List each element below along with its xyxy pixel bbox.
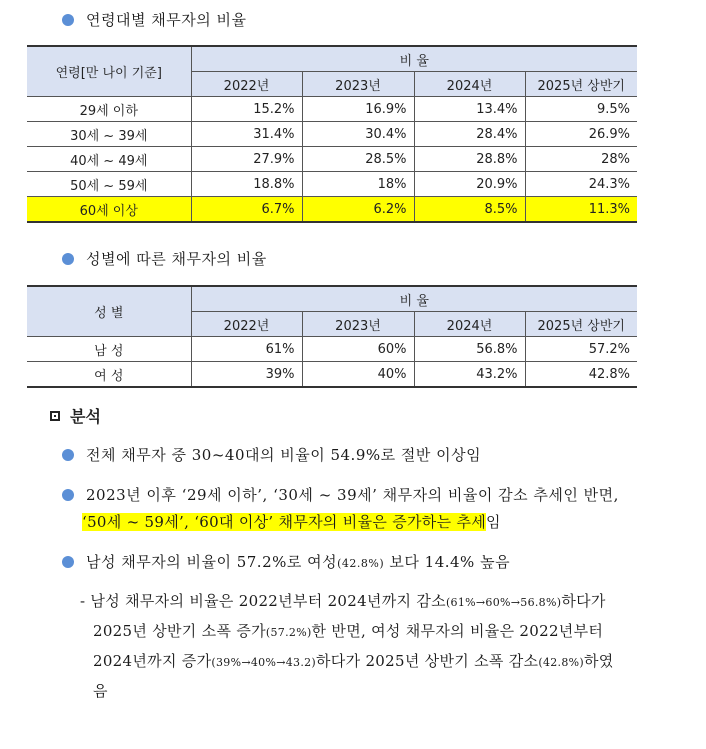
- blue-dot-icon: [62, 449, 74, 461]
- blue-dot-icon: [62, 253, 74, 265]
- gender-ratio-table: [27, 285, 637, 388]
- cell-value: 39%: [191, 362, 302, 388]
- table-row: [27, 122, 637, 147]
- blue-dot-icon: [62, 556, 74, 568]
- sub-line-2: 2025년 상반기 소폭 증가(57.2%)한 반면, 여성 채무자의 비율은 2022년부터: [93, 622, 604, 640]
- cell-value: 43.2%: [414, 362, 525, 388]
- age-section-title-text: 연령대별 채무자의 비율: [86, 11, 247, 29]
- sub-line-1: - 남성 채무자의 비율은 2022년부터 2024년까지 감소(61%→60%→56.8%)하다가: [80, 592, 606, 610]
- gender-corner-header: 성 별: [27, 286, 191, 337]
- sub-line-4: 음: [93, 682, 108, 700]
- cell-value: 31.4%: [191, 122, 302, 147]
- cell-value: 15.2%: [191, 97, 302, 122]
- gender-year-header: 2022년: [191, 312, 302, 337]
- analysis-bullet-1-text: 전체 채무자 중 30~40대의 비율이 54.9%로 절반 이상임: [86, 446, 482, 464]
- analysis-bullet-2: [62, 484, 619, 505]
- cell-value: 56.8%: [414, 337, 525, 362]
- row-label: 30세 ~ 39세: [27, 122, 191, 147]
- table-row: [27, 97, 637, 122]
- table-row: [27, 337, 637, 362]
- cell-value: 30.4%: [302, 122, 414, 147]
- gender-section-title: [62, 248, 267, 269]
- gender-year-header: 2023년: [302, 312, 414, 337]
- age-corner-header: 연령[만 나이 기준]: [27, 46, 191, 97]
- cell-value: 18%: [302, 172, 414, 197]
- analysis-heading: [50, 404, 101, 427]
- gender-year-header: 2024년: [414, 312, 525, 337]
- age-year-header: 2025년 상반기: [525, 72, 637, 97]
- blue-dot-icon: [62, 14, 74, 26]
- row-label: 60세 이상: [27, 197, 191, 223]
- table-row: [27, 362, 637, 388]
- analysis-heading-text: 분석: [70, 407, 101, 426]
- plain-text: 임: [486, 513, 501, 531]
- cell-value: 26.9%: [525, 122, 637, 147]
- cell-value: 28%: [525, 147, 637, 172]
- cell-value: 40%: [302, 362, 414, 388]
- cell-value: 18.8%: [191, 172, 302, 197]
- age-group-header: 비 율: [191, 46, 637, 72]
- cell-value: 28.4%: [414, 122, 525, 147]
- sub-line-3: 2024년까지 증가(39%→40%→43.2)하다가 2025년 상반기 소폭 감소(42.8%)하였: [93, 652, 614, 670]
- cell-value: 8.5%: [414, 197, 525, 223]
- cell-value: 9.5%: [525, 97, 637, 122]
- analysis-bullet-1: [62, 444, 481, 465]
- cell-value: 24.3%: [525, 172, 637, 197]
- age-section-title: [62, 9, 246, 30]
- square-bullet-icon: [50, 411, 60, 421]
- analysis-bullet-2-line-2: [82, 508, 501, 537]
- analysis-bullet-3-text: 남성 채무자의 비율이 57.2%로 여성(42.8%) 보다 14.4% 높음: [86, 553, 511, 571]
- table-row: [27, 147, 637, 172]
- cell-value: 16.9%: [302, 97, 414, 122]
- cell-value: 61%: [191, 337, 302, 362]
- row-label: 29세 이하: [27, 97, 191, 122]
- row-label: 여 성: [27, 362, 191, 388]
- cell-value: 6.2%: [302, 197, 414, 223]
- gender-section-title-text: 성별에 따른 채무자의 비율: [86, 250, 267, 268]
- blue-dot-icon: [62, 489, 74, 501]
- age-year-header: 2024년: [414, 72, 525, 97]
- analysis-bullet-2-line-1: 2023년 이후 ‘29세 이하’, ‘30세 ~ 39세’ 채무자의 비율이 감소 추세인 반면,: [86, 486, 619, 504]
- table-row: [27, 172, 637, 197]
- cell-value: 60%: [302, 337, 414, 362]
- cell-value: 42.8%: [525, 362, 637, 388]
- gender-year-header: 2025년 상반기: [525, 312, 637, 337]
- row-label: 50세 ~ 59세: [27, 172, 191, 197]
- cell-value: 28.8%: [414, 147, 525, 172]
- cell-value: 28.5%: [302, 147, 414, 172]
- gender-group-header: 비 율: [191, 286, 637, 312]
- cell-value: 11.3%: [525, 197, 637, 223]
- analysis-sub-paragraph: [80, 587, 650, 706]
- row-label: 40세 ~ 49세: [27, 147, 191, 172]
- analysis-bullet-3: [62, 551, 510, 572]
- age-year-header: 2022년: [191, 72, 302, 97]
- cell-value: 6.7%: [191, 197, 302, 223]
- age-ratio-table: [27, 45, 637, 223]
- cell-value: 13.4%: [414, 97, 525, 122]
- table-row-highlighted: [27, 197, 637, 223]
- cell-value: 20.9%: [414, 172, 525, 197]
- age-year-header: 2023년: [302, 72, 414, 97]
- highlighted-text: ‘50세 ~ 59세’, ‘60대 이상’ 채무자의 비율은 증가하는 추세: [82, 513, 487, 531]
- cell-value: 27.9%: [191, 147, 302, 172]
- cell-value: 57.2%: [525, 337, 637, 362]
- row-label: 남 성: [27, 337, 191, 362]
